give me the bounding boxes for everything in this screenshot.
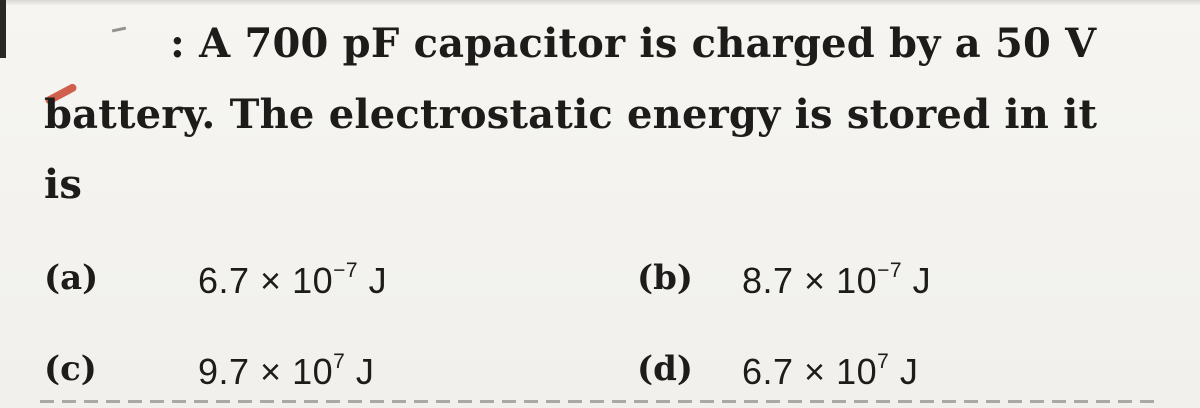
- option-d-value: [742, 350, 919, 392]
- option-b-value: [742, 259, 932, 301]
- option-b-exponent: −7: [877, 259, 903, 282]
- option-a-exponent: −7: [333, 259, 359, 282]
- option-a-value: [198, 259, 388, 301]
- option-c-label: (c): [44, 349, 97, 389]
- option-d-label: (d): [637, 349, 693, 389]
- option-d-exponent: 7: [877, 350, 890, 373]
- question-line-3: is: [44, 161, 83, 208]
- option-c-mantissa: 9.7 × 10: [198, 351, 334, 392]
- option-a-mantissa: 6.7 × 10: [198, 260, 334, 301]
- option-b-mantissa: 8.7 × 10: [742, 260, 878, 301]
- option-b-unit: J: [902, 260, 932, 301]
- option-a-label: (a): [44, 258, 99, 298]
- option-b-label: (b): [637, 258, 693, 298]
- option-a-unit: J: [358, 260, 388, 301]
- option-c-value: [198, 350, 375, 392]
- page-bottom-edge: [40, 400, 1160, 403]
- page-top-edge: [0, 0, 1200, 6]
- question-line-1: : A 700 pF capacitor is charged by a 50 V: [170, 20, 1097, 67]
- question-line-2: battery. The electrostatic energy is stored in it: [44, 91, 1098, 138]
- option-c-unit: J: [345, 351, 375, 392]
- option-d-unit: J: [889, 351, 919, 392]
- page-left-edge: [0, 0, 6, 58]
- option-c-exponent: 7: [333, 350, 346, 373]
- stray-pen-stroke: [112, 27, 126, 33]
- option-d-mantissa: 6.7 × 10: [742, 351, 878, 392]
